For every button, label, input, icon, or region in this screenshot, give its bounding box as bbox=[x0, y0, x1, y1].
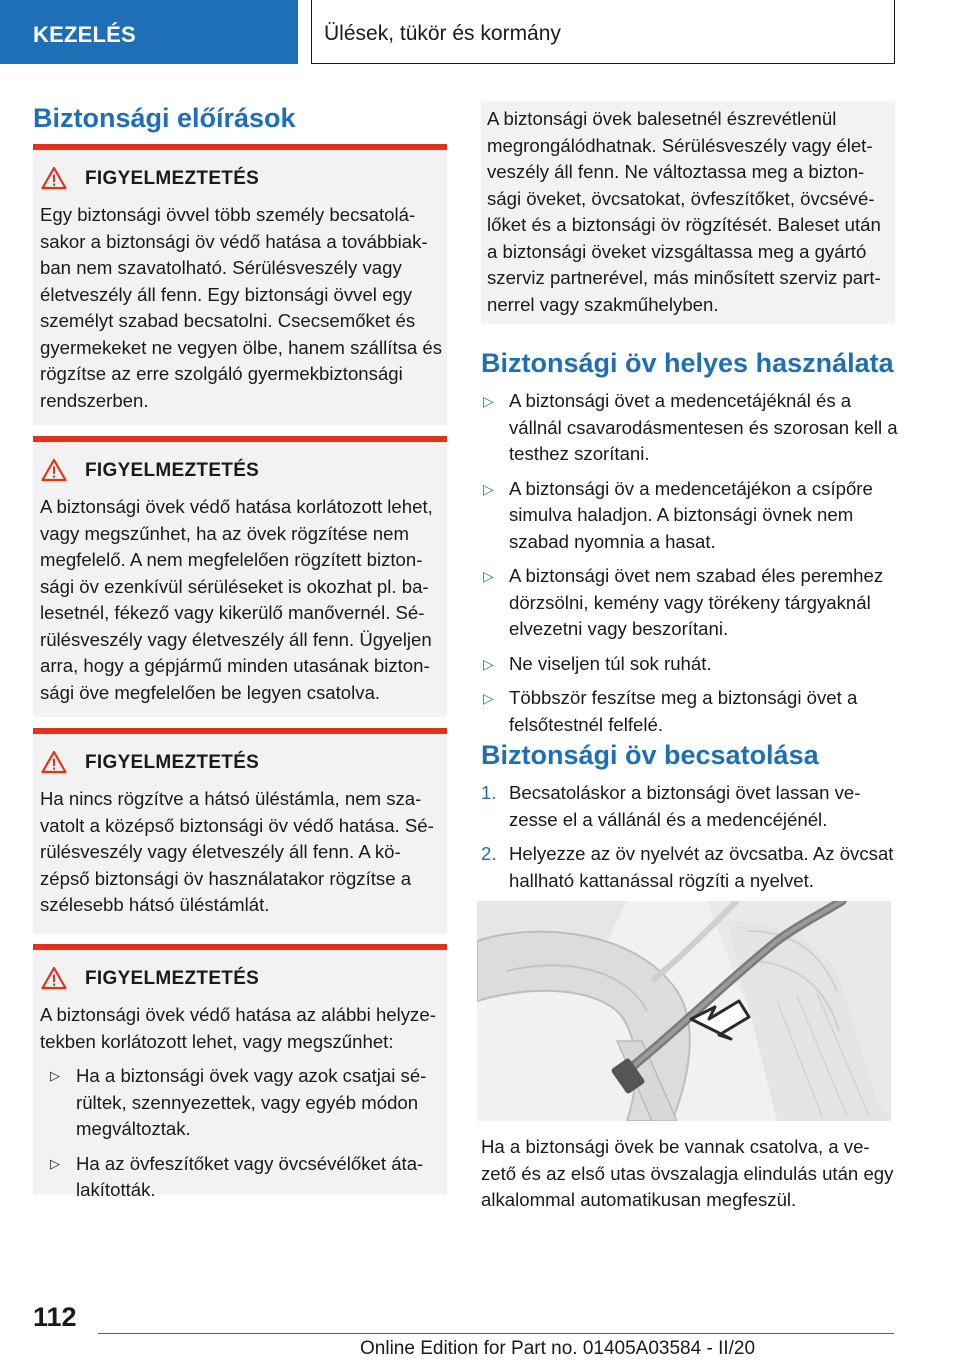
triangle-bullet-icon: ▷ bbox=[483, 690, 494, 706]
usage-list bbox=[481, 388, 901, 738]
fasten-steps bbox=[481, 780, 901, 894]
warning-triangle-icon bbox=[41, 166, 67, 190]
list-item-text: A biztonsági övet a medencetájéknál és a vállnál csavarodásmentesen és szorosan kell a testhez szorítani. bbox=[509, 390, 898, 464]
warning-title: FIGYELMEZTETÉS bbox=[85, 752, 260, 773]
list-item-text: A biztonsági öv a medencetájékon a csípőre simulva haladjon. A biztonsági övnek nem szabad nyomnia a hasat. bbox=[509, 477, 873, 552]
triangle-bullet-icon: ▷ bbox=[483, 480, 494, 497]
list-item-text: Ne viseljen túl sok ruhát. bbox=[509, 652, 712, 674]
list-item bbox=[481, 651, 901, 678]
warning-box-3 bbox=[33, 728, 447, 934]
warning-list-text: Ha a biztonsági övek vagy azok csatjai sé-rültek, szennyezettek, vagy egyéb módon megváltoztak. bbox=[76, 1065, 427, 1139]
triangle-bullet-icon: ▷ bbox=[50, 1155, 60, 1171]
warning-box-2 bbox=[33, 436, 447, 717]
section-tab bbox=[0, 0, 298, 64]
warning-list-text: Ha az övfeszítőket vagy övcsévélőket áta-lakították. bbox=[76, 1152, 424, 1200]
step-item bbox=[481, 841, 901, 894]
warning-title: FIGYELMEZTETÉS bbox=[85, 460, 260, 481]
usage-title: Biztonsági öv helyes használata bbox=[481, 348, 894, 378]
chapter-header bbox=[311, 0, 895, 64]
warning-content bbox=[40, 1002, 444, 1204]
warning-list-item bbox=[40, 1151, 444, 1204]
warning-title: FIGYELMEZTETÉS bbox=[85, 968, 260, 989]
warning-list-item bbox=[40, 1063, 444, 1143]
list-item-text: Többször feszítse meg a biztonsági övet a felsőtestnél felfelé. bbox=[509, 687, 858, 735]
step-number: 2. bbox=[481, 843, 497, 864]
triangle-bullet-icon: ▷ bbox=[483, 568, 494, 584]
warning-title: FIGYELMEZTETÉS bbox=[85, 168, 260, 189]
chapter-label: Ülések, tükör és kormány bbox=[324, 22, 561, 45]
info-text: A biztonsági övek balesetnél észrevétlenül megrongálódhatnak. Sérülésveszély vagy élet-veszély áll fenn. Ne változtassa meg a bizton-sági öveket, övcsatokat, övfeszítőket, övcsévé-lőket és a biztonsági öv rögzítését. Baleset után a biztonsági öveket vizsgáltassa meg a gyártó szerviz partnerével, más minősített szerviz part-nerrel vagy szakműhelyben. bbox=[487, 108, 881, 315]
step-number: 1. bbox=[481, 782, 497, 803]
page-number: 112 bbox=[33, 1302, 77, 1332]
warning-triangle-icon bbox=[41, 966, 67, 990]
edition-footer: Online Edition for Part no. 01405A03584 - II/20 bbox=[360, 1338, 756, 1359]
info-box bbox=[481, 101, 895, 324]
seat-belt-illustration bbox=[477, 901, 891, 1121]
warning-text: A biztonsági övek védő hatása korlátozott lehet, vagy megszűnhet, ha az övek rögzítése nem megfelelő. A nem megfelelően rögzített bizton-sági öv ezenkívül sérüléseket is okozhat pl. ba-lesetnél, fékező vagy kikerülő manővernél. Sé-rülésveszély vagy életveszély áll fenn. Ügyeljen arra, hogy a gépjármű minden utasának bizton-sági öve megfelelően be legyen csatolva. bbox=[40, 496, 433, 703]
step-text: Helyezze az öv nyelvét az övcsatba. Az övcsat hallható kattanással rögzíti a nyelvet. bbox=[509, 843, 894, 891]
warning-text: Ha nincs rögzítve a hátsó üléstámla, nem sza-vatolt a középső biztonsági öv védő hatása. Sé-rülésveszély vagy életveszély áll fenn. A kö-zépső biztonsági öv használatakor rögzítse a szélesebb hátsó üléstámlát. bbox=[40, 788, 434, 915]
list-item bbox=[481, 685, 901, 738]
step-text: Becsatoláskor a biztonsági övet lassan ve-zesse el a vállánál és a medencéjénél. bbox=[509, 782, 861, 830]
fasten-title: Biztonsági öv becsatolása bbox=[481, 740, 819, 770]
warning-box-1 bbox=[33, 144, 447, 425]
list-item-text: A biztonsági övet nem szabad éles peremhez dörzsölni, kemény vagy törékeny tárgyaknál elvezetni vagy beszorítani. bbox=[509, 565, 884, 639]
footer-divider bbox=[98, 1333, 894, 1334]
warning-text: Egy biztonsági övvel több személy becsatolá-sakor a biztonsági öv védő hatása a továbbiak-ban nem szavatolható. Sérülésveszély vagy életveszély áll fenn. Egy biztonsági övvel egy személyt szabad becsatolni. Csecsemőket és gyermekeket ne vegyen ölbe, hanem szállítsa és rögzítse az erre szolgáló gyermekbiztonsági rendszerben. bbox=[40, 204, 443, 411]
seat-belt-illustration-drawing bbox=[477, 901, 891, 1121]
list-item bbox=[481, 563, 901, 643]
triangle-bullet-icon: ▷ bbox=[483, 655, 494, 672]
triangle-bullet-icon: ▷ bbox=[50, 1068, 60, 1083]
section-title: Biztonsági előírások bbox=[33, 103, 296, 133]
warning-box-4 bbox=[33, 944, 447, 1200]
step-item bbox=[481, 780, 901, 833]
warning-triangle-icon bbox=[41, 458, 67, 482]
list-item bbox=[481, 476, 901, 556]
warning-text: A biztonsági övek védő hatása az alábbi helyze-tekben korlátozott lehet, vagy megszűnhet: bbox=[40, 1004, 436, 1052]
triangle-bullet-icon: ▷ bbox=[483, 393, 494, 409]
warning-triangle-icon bbox=[41, 750, 67, 774]
image-caption: Ha a biztonsági övek be vannak csatolva, a ve-zető és az első utas övszalagja elindulás után egy alkalommal automatikusan megfeszül. bbox=[481, 1136, 894, 1210]
list-item bbox=[481, 388, 901, 468]
section-label: KEZELÉS bbox=[33, 22, 136, 47]
